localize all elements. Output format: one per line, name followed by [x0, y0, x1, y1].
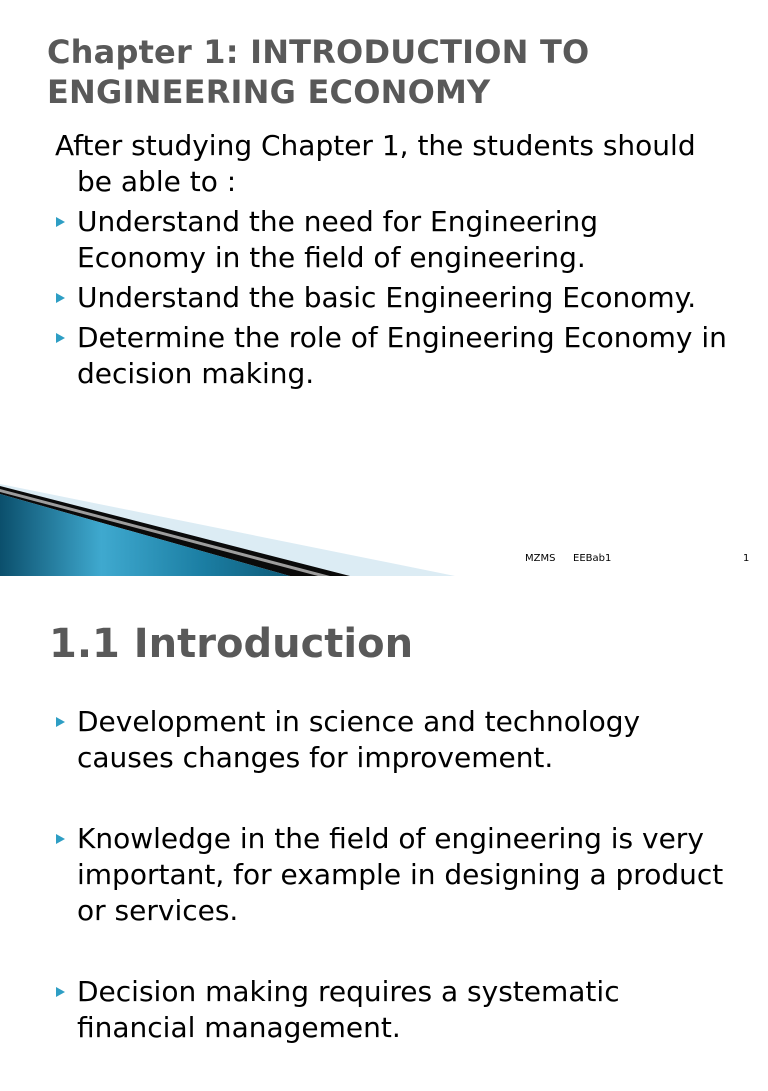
footer-swoosh-decoration	[0, 484, 768, 576]
slide-body	[55, 128, 735, 392]
slide-title: 1.1 Introduction	[49, 621, 414, 667]
list-item	[55, 821, 745, 929]
footer-page-number: 1	[743, 553, 750, 564]
list-item-text: Development in science and technology causes changes for improvement.	[77, 705, 641, 774]
intro-text: After studying Chapter 1, the students should be able to :	[55, 129, 696, 198]
triangle-bullet-icon	[56, 217, 65, 227]
intro-list	[55, 704, 745, 1046]
triangle-bullet-icon	[56, 834, 65, 844]
list-item	[55, 320, 735, 392]
footer-author: MZMS	[525, 553, 556, 564]
list-item	[55, 974, 745, 1046]
list-item	[55, 204, 735, 276]
list-item	[55, 280, 735, 316]
list-item-text: Knowledge in the field of engineering is very important, for example in designing a product or services.	[77, 822, 724, 927]
list-item-text: Understand the need for Engineering Economy in the field of engineering.	[77, 205, 599, 274]
triangle-bullet-icon	[56, 717, 65, 727]
slide-body	[55, 704, 745, 1091]
slide-title: Chapter 1: INTRODUCTION TO ENGINEERING ECONOMY	[47, 33, 590, 111]
triangle-bullet-icon	[56, 987, 65, 997]
list-item	[55, 704, 745, 776]
triangle-bullet-icon	[56, 333, 65, 343]
slide-2	[0, 576, 768, 1044]
list-item-text: Determine the role of Engineering Economy in decision making.	[77, 321, 727, 390]
triangle-bullet-icon	[56, 293, 65, 303]
list-item-text: Decision making requires a systematic financial management.	[77, 975, 620, 1044]
footer-file: EEBab1	[573, 553, 612, 564]
list-item-text: Understand the basic Engineering Economy.	[77, 281, 697, 314]
objectives-list	[55, 204, 735, 392]
